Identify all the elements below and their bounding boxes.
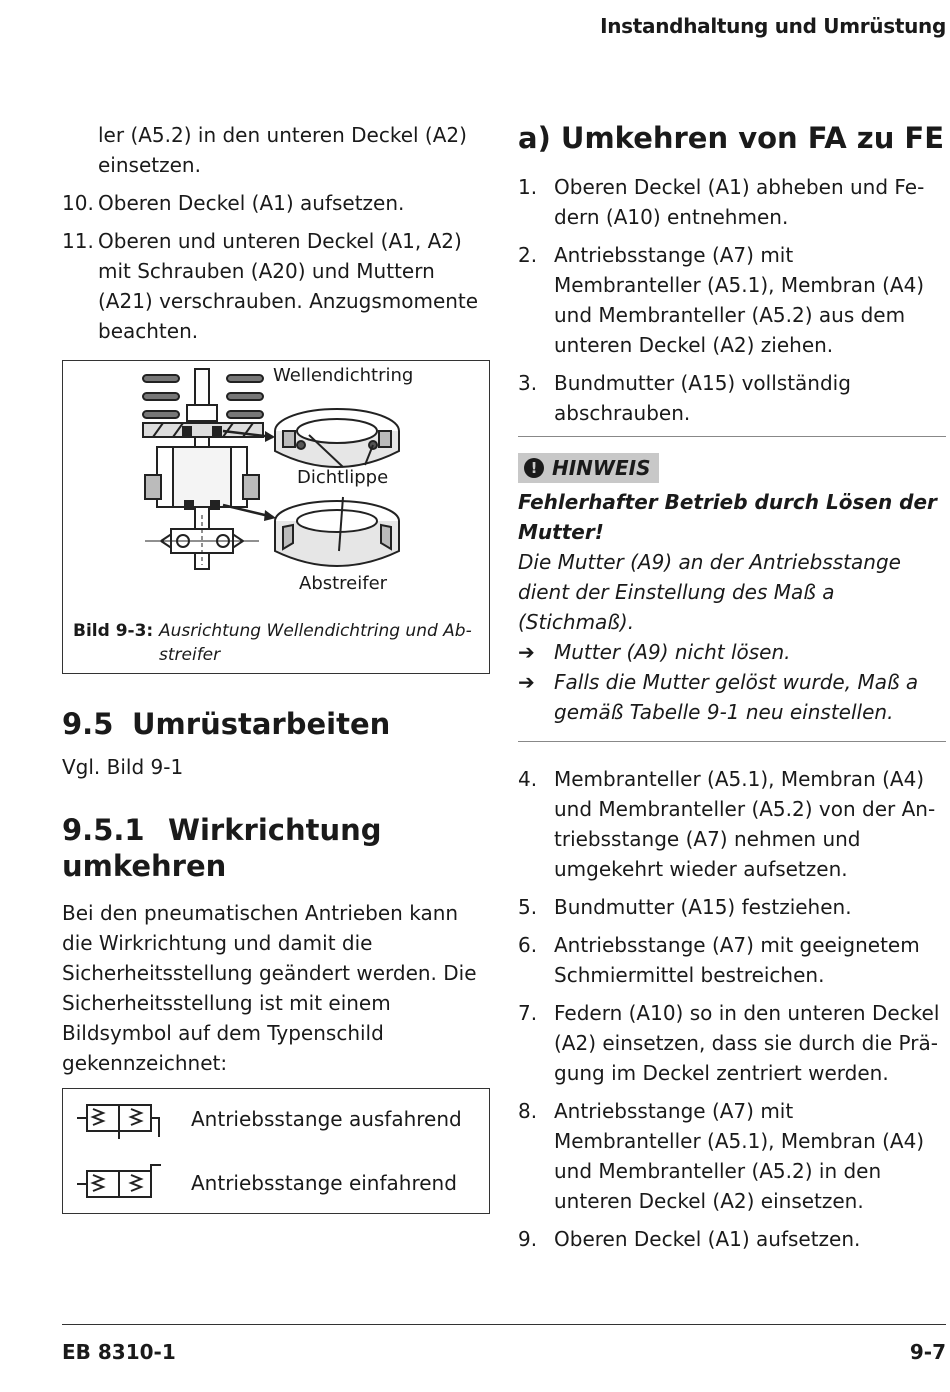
step-text: Oberen Deckel (A1) abheben und Federn (A10) entnehmen. <box>554 175 925 229</box>
section-heading-9-5 <box>62 706 490 742</box>
step-text: Antriebsstange (A7) mit Membranteller (A5.1), Membran (A4) und Membranteller (A5.2) in den unteren Deckel (A2) einsetzen. <box>554 1099 925 1213</box>
step-number: 10. <box>62 191 94 215</box>
step-text: Bundmutter (A15) festziehen. <box>554 895 852 919</box>
notice-action <box>518 667 946 727</box>
symbol-label: Antriebsstange ausfahrend <box>191 1107 462 1131</box>
section-heading-9-5-1 <box>62 812 490 884</box>
step-list-left <box>62 188 490 346</box>
notice-badge-label: HINWEIS <box>552 456 651 480</box>
notice-action <box>518 637 946 667</box>
notice-title: Fehlerhafter Betrieb durch Lösen der Mutter! <box>518 490 937 544</box>
arrow-right-icon: ➔ <box>518 670 535 694</box>
step-text: Oberen Deckel (A1) aufsetzen. <box>554 1227 861 1251</box>
step-list-b <box>518 764 946 1254</box>
symbol-table <box>62 1088 490 1214</box>
step-number: 6. <box>518 933 538 957</box>
list-item <box>518 172 946 232</box>
step-number: 3. <box>518 371 538 395</box>
step-list-a <box>518 172 946 428</box>
section-title: Umrüstarbeiten <box>132 707 391 741</box>
list-item <box>518 998 946 1088</box>
step-text: Membranteller (A5.1), Membran (A4) und Membranteller (A5.2) von der Antriebsstange (A7) nehmen und umgekehrt wieder aufsetzen. <box>554 767 936 881</box>
step-number: 4. <box>518 767 538 791</box>
section-title: Wirkrichtung umkehren <box>62 813 382 883</box>
step-number: 11. <box>62 229 94 253</box>
notice-action-text: Falls die Mutter gelöst wurde, Maß a gemäß Tabelle 9-1 neu einstellen. <box>554 670 919 724</box>
actuator-stem-retracts-icon <box>77 1163 163 1203</box>
caption-label: Bild 9-3: <box>73 621 154 641</box>
list-item <box>518 764 946 884</box>
step-text: Bundmutter (A15) vollständig abschrauben. <box>554 371 851 425</box>
step-number: 8. <box>518 1099 538 1123</box>
footer-doc-number: EB 8310-1 <box>62 1340 176 1364</box>
step-text: Oberen und unteren Deckel (A1, A2) mit Schrauben (A20) und Muttern (A21) verschrauben. Anzugsmomente beachten. <box>98 229 479 343</box>
label-abstreifer: Abstreifer <box>299 573 388 594</box>
list-item <box>518 240 946 360</box>
actuator-stem-extends-icon <box>77 1099 163 1139</box>
step-number: 5. <box>518 895 538 919</box>
intro-paragraph: Bei den pneumatischen Antrieben kann die Wirkrichtung und damit die Sicherheitsstellung geändert werden. Die Sicherheitsstellung ist mit einem Bildsymbol auf dem Typenschild gekennzeichnet: <box>62 901 477 1075</box>
arrow-right-icon: ➔ <box>518 640 535 664</box>
list-item <box>518 1224 946 1254</box>
step-text: Antriebsstange (A7) mit geeignetem Schmiermittel bestreichen. <box>554 933 920 987</box>
step-number: 9. <box>518 1227 538 1251</box>
notice-box <box>518 436 946 742</box>
running-header: Instandhaltung und Umrüstung <box>600 14 946 38</box>
label-wellendichtring: Wellendichtring <box>273 365 414 386</box>
list-item <box>518 930 946 990</box>
step-text: Oberen Deckel (A1) aufsetzen. <box>98 191 405 215</box>
list-item <box>518 368 946 428</box>
list-item <box>518 1096 946 1216</box>
exclamation-icon: ! <box>524 458 544 478</box>
step-text: Antriebsstange (A7) mit Membranteller (A5.1), Membran (A4) und Membranteller (A5.2) aus dem unteren Deckel (A2) ziehen. <box>554 243 925 357</box>
subsection-heading: a) Umkehren von FA zu FE <box>518 121 945 155</box>
label-dichtlippe: Dichtlippe <box>297 467 389 488</box>
footer-page-number: 9-7 <box>909 1340 946 1364</box>
figure-caption <box>73 619 473 667</box>
left-column <box>62 120 490 1214</box>
reference-text: Vgl. Bild 9-1 <box>62 755 184 779</box>
list-item <box>518 892 946 922</box>
section-number: 9.5 <box>62 707 114 741</box>
step-number: 2. <box>518 243 538 267</box>
notice-body: Die Mutter (A9) an der Antriebsstange dient der Einstellung des Maß a (Stichmaß). <box>518 550 901 634</box>
symbol-row <box>77 1161 457 1205</box>
list-item <box>62 188 490 218</box>
footer-rule <box>62 1324 946 1325</box>
symbol-row <box>77 1097 462 1141</box>
notice-action-text: Mutter (A9) nicht lösen. <box>554 640 791 664</box>
figure-9-3 <box>62 360 490 674</box>
section-number: 9.5.1 <box>62 813 145 847</box>
step-number: 1. <box>518 175 538 199</box>
list-item <box>62 226 490 346</box>
notice-badge <box>518 453 659 483</box>
right-column <box>518 120 946 1262</box>
continued-step-text: ler (A5.2) in den unteren Deckel (A2) einsetzen. <box>98 123 467 177</box>
step-number: 7. <box>518 1001 538 1025</box>
step-text: Federn (A10) so in den unteren Deckel (A2) einsetzen, dass sie durch die Prägung im Deckel zentriert werden. <box>554 1001 940 1085</box>
caption-text: Ausrichtung Wellendichtring und Abstreifer <box>159 621 472 665</box>
symbol-label: Antriebsstange einfahrend <box>191 1171 457 1195</box>
